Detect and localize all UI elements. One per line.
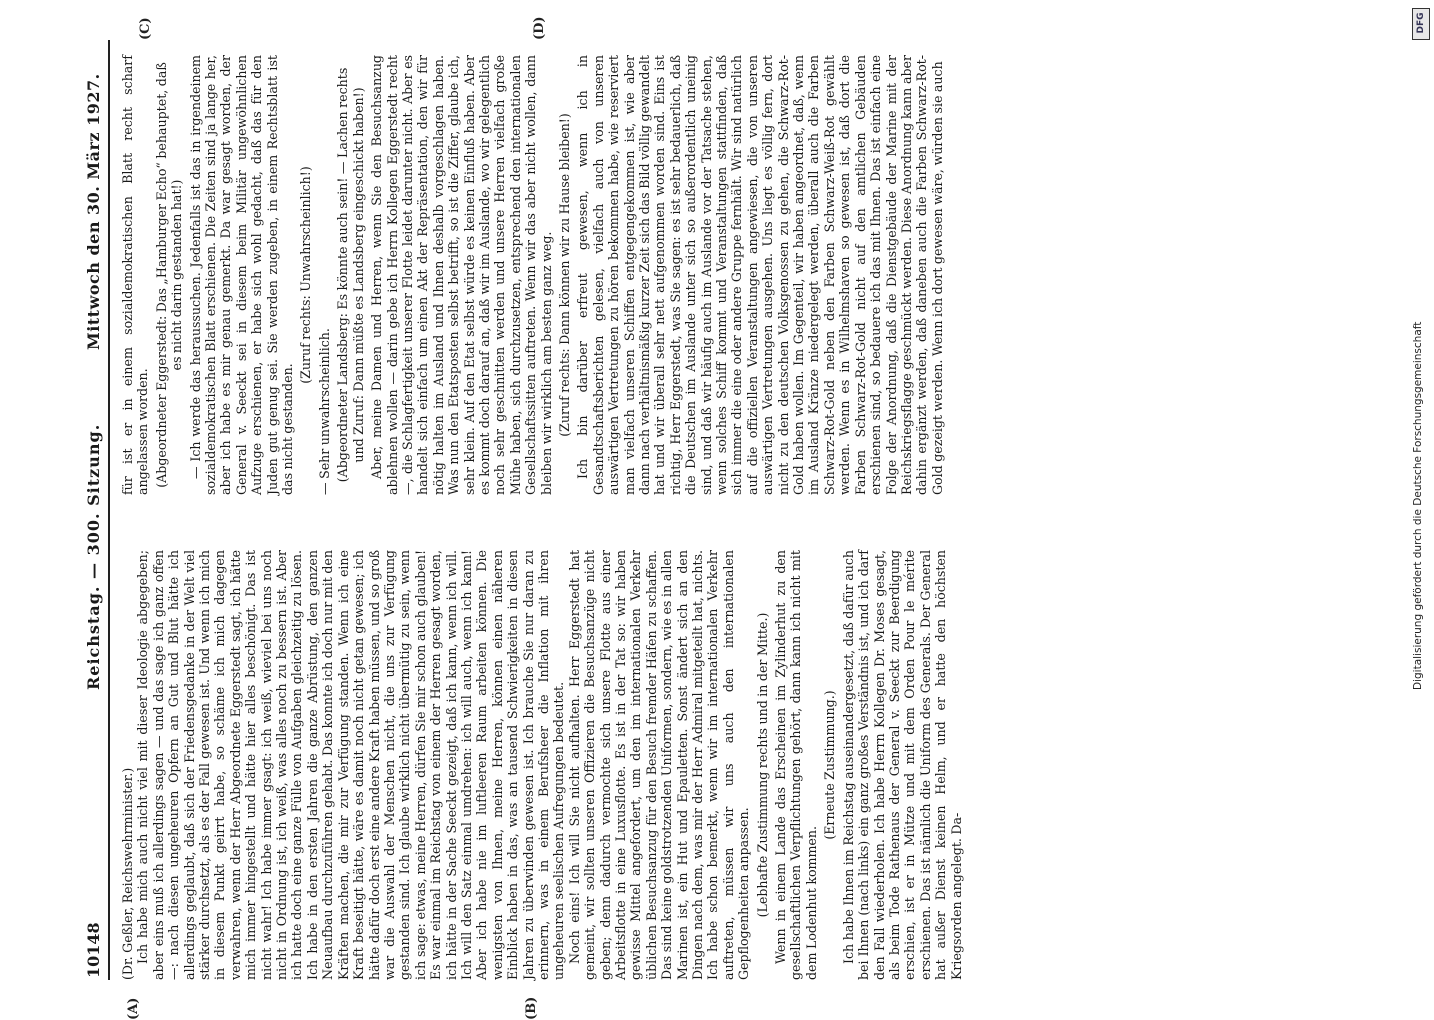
- interjection: (Abgeordneter Landsberg: Es könnte auch sein! — Lachen rechts und Zuruf: Dann müßte es Landsberg eingeschickt haben!): [335, 67, 366, 483]
- margin-marker-c: (C): [138, 17, 153, 40]
- paragraph: Wenn in einem Lande das Erscheinen im Zylinderhut zu den gesellschaftlichen Verpflichtungen gehört, dann kann ich nicht mit dem Lodenhut kommen.: [773, 550, 819, 980]
- interjection: (Erneute Zustimmung.): [822, 690, 838, 840]
- session-title: Reichstag. — 300. Sitzung.: [84, 423, 103, 690]
- margin-marker-a: (A): [126, 997, 141, 1020]
- paragraph: — Ich werde das heraussuchen. Jedenfalls ist das in irgendeinem sozialdemokratischen Blatt erschienen. Die Zeiten sind ja lange her, aber ich habe es mir genau gemerkt. Da war gesagt worden, der General v. Seeckt sei in diesem beim Militär ungewöhnlichen Aufzuge erschienen, er habe sich wohl gedacht, daß das für den Juden gut genug sei. Sie werden zugeben, in einem Rechtsblatt ist das nicht gestanden.: [187, 55, 296, 495]
- left-column: [120, 550, 964, 980]
- speaker-line: (Dr. Geßler, Reichswehrminister.): [120, 767, 135, 980]
- interjection: (Abgeordneter Eggerstedt: Das „Hamburger Echo“ behauptet, daß es nicht darin gestanden hat!): [153, 62, 185, 488]
- paragraph: Ich habe mich auch nicht viel mit dieser Ideologie abgegeben; aber eins muß ich allerdings sagen — und das sage ich ganz offen —: nach diesen ungeheuren Opfern an Gut und Blut hätte ich allerdings geglaubt, daß sich der Friedensgedanke in der Welt viel stärker durchsetzt, als es der Fall gewesen ist. Und wenn ich mich in diesem Punkt geirrt habe, so schäme ich mich dagegen verwahren, wenn der Herr Abgeordnete Eggerstedt sagt, ich hätte mich immer hingestellt und hätte hier alles beschönigt. Das ist nicht wahr! Ich habe immer gsagt: ich weiß, wieviel bei uns noch nicht in Ordnung ist, ich weiß, was alles noch zu bessern ist. Aber ich hatte doch eine ganze Fülle von Aufgaben gleichzeitig zu lösen. Ich habe in den ersten Jahren die ganze Abrüstung, den ganzen Neuaufbau durchzuführen gehabt. Das konnte ich doch nur mit den Kräften machen, die mir zur Verfügung standen. Wenn ich eine Kraft beseitigt hätte, wäre es damit noch nicht getan gewesen; ich hätte dafür doch erst eine andere Kraft haben müssen, und so groß war die Auswahl der Menschen nicht, die uns zur Verfügung gestanden sind. Ich glaube wirklich nicht übermütig zu sein, wenn ich sage: etwas, meine Herren, dürfen Sie mir schon auch glauben! Es war einmal im Reichstag von einem der Herren gesagt worden, ich hätte in der Sache Seeckt gezeigt, daß ich kann, wenn ich will. Ich will den Satz einmal umdrehen: ich will auch, wenn ich kann! Aber ich habe nie im luftleeren Raum arbeiten können. Die wenigsten von Ihnen, meine Herren, können einen näheren Einblick haben in das, was an tausend Schwierigkeiten in diesen Jahren zu überwinden gewesen ist. Ich brauche Sie nur daran zu erinnern, was in einem Berufsheer die Inflation mit ihren ungeheuren seelischen Aufregungen bedeutet.: [135, 550, 567, 980]
- dfg-credit-text: Digitalisierung gefördert durch die Deutsche Forschungsgemeinschaft: [1412, 321, 1424, 690]
- page-number: 10148: [84, 922, 103, 978]
- page-header: [80, 50, 110, 990]
- interjection: (Zuruf rechts: Unwahrscheinlich!): [298, 166, 314, 384]
- paragraph: Ich habe Ihnen im Reichstag auseinandergesetzt, daß dafür auch bei Ihnen (nach links) ein ganz großes Verständnis ist, und ich darf den Fall wiederholen. Ich habe Herrn Kollegen Dr. Moses gesagt, als beim Tode Rathenaus der General v. Seeckt zur Beerdigung erschien, ist er in Mütze und mit dem Orden Pour le mérite erschienen. Das ist nämlich die Uniform des Generals. Der General hat außer Dienst keinen Helm, und er hatte den höchsten Kriegsorden angelegt. Da-: [840, 550, 964, 980]
- margin-marker-d: (D): [532, 16, 547, 40]
- newspaper-page: [60, 0, 1400, 1020]
- dfg-credit: [1410, 10, 1430, 690]
- right-column: [120, 55, 945, 495]
- paragraph: für ist er in einem sozialdemokratischen Blatt recht scharf angelassen worden.: [120, 55, 151, 495]
- session-date: Mittwoch den 30. März 1927.: [84, 73, 103, 350]
- interjection: (Zuruf rechts: Dann können wir zu Hause bleiben!): [556, 113, 572, 437]
- paragraph: — Sehr unwahrscheinlich.: [316, 328, 332, 495]
- margin-marker-b: (B): [524, 996, 539, 1020]
- header-rule: [108, 40, 110, 980]
- interjection: (Lebhafte Zustimmung rechts und in der Mitte.): [754, 612, 770, 918]
- dfg-logo-text: DFG: [1416, 12, 1426, 34]
- paragraph: Noch eins! Ich will Sie nicht aufhalten. Herr Eggerstedt hat gemeint, wir sollten unseren Offizieren die Besuchsanzüge nicht geben; denn dadurch vermochte sich unsere Flotte aus einer Arbeitsflotte in eine Luxusflotte. Es ist in der Tat so: wir haben gewisse Mittel angefordert, um den im internationalen Verkehr üblichen Besuchsanzug für den Besuch fremder Häfen zu schaffen. Das sind keine goldstrotzenden Uniformen, sondern, wie es in allen Marinen ist, ein Hut und Epauletten. Sonst ändert sich an den Dingen nach dem, was mir der Herr Admiral mitgeteilt hat, nichts. Ich habe schon bemerkt, wenn wir im internationalen Verkehr auftreten, müssen wir uns auch den internationalen Gepflogenheiten anpassen.: [566, 550, 752, 980]
- paragraph: Ich bin darüber erfreut gewesen, wenn ich in Gesandtschaftsberichten gelesen, vielfach auch von unseren auswärtigen Vertretungen zu hören bekommen habe, wie reserviert man vielfach unseren Schiffen entgegengekommen ist, wie aber dann nach verhältnismäßig kurzer Zeit sich das Bild völlig gewandelt hat und wir überall sehr nett aufgenommen worden sind. Eins ist richtig, Herr Eggerstedt, was Sie sagen: es ist sehr bedauerlich, daß die Deutschen im Auslande unter sich so außerordentlich uneinig sind, und daß wir häufig auch im Auslande vor der Tatsache stehen, wenn solches Schiff kommt und Veranstaltungen stattfinden, daß sich immer die eine oder andere Gruppe fernhält. Wir sind natürlich auf die offiziellen Veranstaltungen angewiesen, die von unseren auswärtigen Vertretungen ausgehen. Uns liegt es völlig fern, dort nicht zu den deutschen Volksgenossen zu gehen, die Schwarz-Rot-Gold haben wollen. Im Gegenteil, wir haben angeordnet, daß, wenn im Ausland Kränze niedergelegt werden, überall auch die Farben Schwarz-Rot-Gold neben den Farben Schwarz-Weiß-Rot gewählt werden. Wenn es in Wilhelmshaven so gewesen ist, daß dort die Farben Schwarz-Rot-Gold nicht auf den amtlichen Gebäuden erschienen sind, so bedauere ich das mit Ihnen. Das ist einfach eine Folge der Anordnung, daß die Dienstgebäude der Marine mit der Reichskriegsflagge geschmückt werden. Diese Anordnung kann aber dahin ergänzt werden, daß daneben auch die Farben Schwarz-Rot-Gold gezeigt werden. Wenn ich dort gewesen wäre, würden sie auch: [575, 55, 945, 495]
- paragraph: Aber, meine Damen und Herren, wenn Sie den Besuchsanzug ablehnen wollen — darin gebe ich Herrn Kollegen Eggerstedt recht —, die Schlagfertigkeit unserer Flotte leidet darunter nicht. Aber es handelt sich einfach um einen Akt der Repräsentation, den wir für nötig halten im Ausland und Ihnen deshalb vorgeschlagen haben. Was nun den Etatsposten selbst betrifft, so ist die Ziffer, glaube ich, sehr klein. Auf den Etat selbst würde es keinen Einfluß haben. Aber es kommt doch darauf an, daß wir im Auslande, wo wir gelegentlich noch sehr geschnitten werden und unsere Herren vielfach große Mühe haben, sich durchzusetzen, entsprechend den internationalen Gesellschaftssitten auftreten. Wenn wir das aber nicht wollen, dann bleiben wir wirklich am besten ganz weg.: [369, 55, 554, 495]
